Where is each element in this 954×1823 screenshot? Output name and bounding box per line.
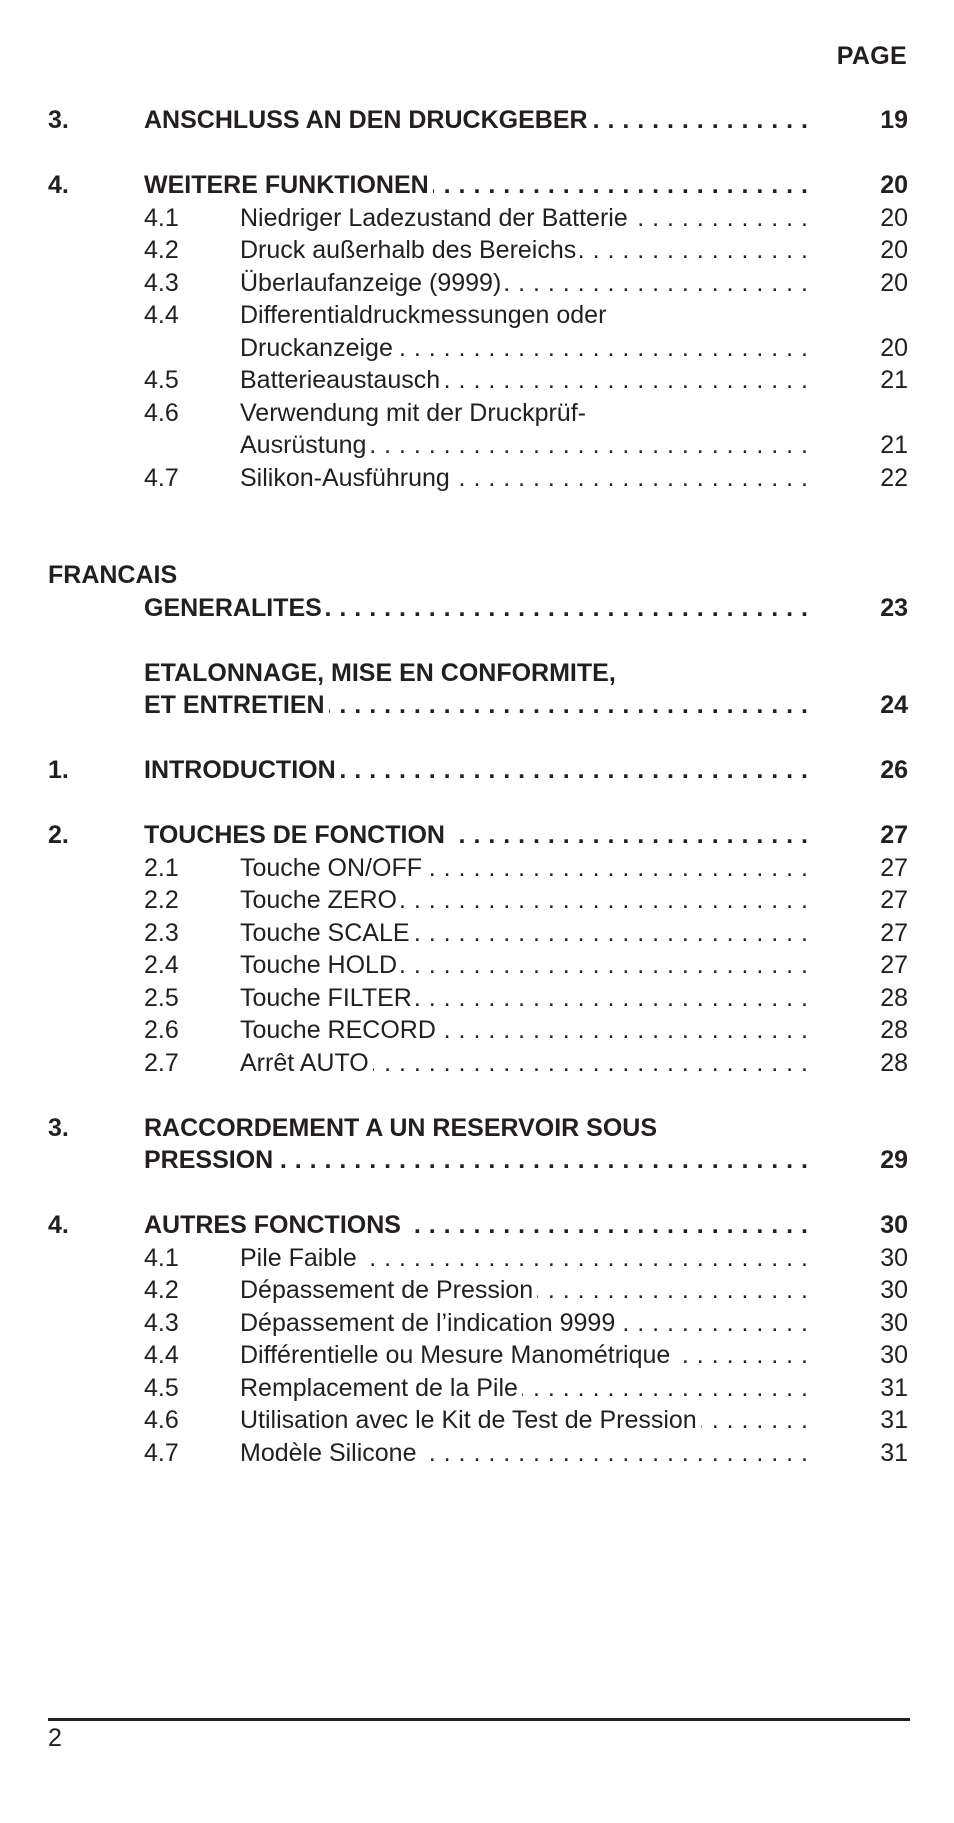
toc-entry-title: INTRODUCTION . . . [144,754,808,787]
toc-entry-title-line1: RACCORDEMENT A UN RESERVOIR SOUS [144,1113,658,1142]
toc-subentry-page: 20 [880,203,908,232]
toc-entry-title: GENERALITES . . . [144,592,808,625]
toc-entry-first-line[interactable] [48,657,908,690]
toc-subentry-title: Touche HOLD . . . [240,949,808,982]
footer-page-number: 2 [48,1724,62,1752]
toc-entry-title: TOUCHES DE FONCTION . . . [144,819,808,852]
toc-subentry-page: 22 [880,463,908,492]
toc-subentry[interactable] [48,1404,908,1437]
toc-subentry-title: Batterieaustausch . . . [240,364,808,397]
toc-subentry-page: 31 [880,1438,908,1467]
dot-leader [421,1437,809,1470]
toc-subentry-number: 4.6 [144,1406,179,1434]
dot-leader [401,884,808,917]
toc-entry-first-line[interactable] [48,1112,908,1145]
toc-subentry-title: Pile Faible . . . [240,1242,808,1275]
toc-subentry-page: 30 [880,1276,908,1304]
toc-subentry-title: Remplacement de la Pile . . . [240,1372,808,1405]
toc-subentry-number: 4.3 [144,1308,179,1337]
toc-entry[interactable] [48,104,908,137]
toc-subentry[interactable] [48,949,908,982]
toc-subentry-page: 28 [880,1048,908,1077]
toc-entry-page: 29 [880,1146,908,1174]
toc-subentry-title: Ausrüstung . . . [240,429,808,462]
toc-subentry-number: 4.6 [144,398,179,427]
toc-subentry[interactable] [48,364,908,397]
toc-subentry-number: 2.7 [144,1048,179,1077]
toc-entry[interactable] [48,689,908,722]
toc-subentry-page: 28 [880,983,908,1012]
toc-subentry[interactable] [48,1047,908,1080]
toc-entry-page: 23 [880,593,908,622]
toc-entry-page: 24 [880,691,908,719]
dot-leader [580,234,808,267]
dot-leader [397,332,808,365]
toc-subentry-title: Touche RECORD . . . [240,1014,808,1047]
toc-entry-page: 19 [880,106,908,134]
toc-subentry-page: 21 [880,431,908,459]
dot-leader [416,982,808,1015]
toc-entry[interactable] [48,169,908,202]
toc-entry-title-line1: ETALONNAGE, MISE EN CONFORMITE, [144,658,616,687]
dot-leader [426,852,808,885]
toc-subentry-number: 2.4 [144,951,179,979]
dot-leader [632,202,808,235]
toc-subentry-first-line[interactable] [48,299,908,332]
toc-subentry[interactable] [48,982,908,1015]
toc-entry[interactable] [48,1144,908,1177]
toc-subentry-title: Touche FILTER . . . [240,982,808,1015]
toc-subentry-title-line1: Verwendung mit der Druckprüf- [240,398,586,427]
toc-subentry-title: Touche ZERO . . . [240,884,808,917]
dot-leader [454,462,808,495]
toc-entry[interactable] [48,592,908,625]
dot-leader [414,917,808,950]
toc-entry-number: 3. [48,106,69,134]
toc-subentry-title: Différentielle ou Mesure Manométrique . . . [240,1339,808,1372]
toc-subentry-page: 30 [880,1308,908,1337]
toc-entry-page: 20 [880,171,908,199]
dot-leader [449,819,808,852]
language-section-heading [48,559,908,592]
toc-subentry-number: 2.3 [144,918,179,947]
toc-subentry-title: Dépassement de l’indication 9999 . . . [240,1307,808,1340]
toc-entry[interactable] [48,1209,908,1242]
toc-subentry-number: 4.1 [144,203,179,232]
toc-subentry-number: 4.5 [144,366,179,394]
footer-rule [48,1718,910,1721]
toc-entry-page: 26 [880,756,908,784]
toc-subentry[interactable] [48,1339,908,1372]
toc-subentry-title: Silikon-Ausführung . . . [240,462,808,495]
toc-subentry-number: 2.2 [144,886,179,914]
toc-subentry-number: 4.7 [144,463,179,492]
toc-subentry-number: 4.2 [144,236,179,264]
toc-subentry-page: 27 [880,918,908,947]
toc-subentry[interactable] [48,917,908,950]
toc-entry-title: ET ENTRETIEN . . . [144,689,808,722]
toc-entry-page: 30 [880,1211,908,1239]
dot-leader [433,169,808,202]
toc-subentry-number: 4.1 [144,1243,179,1272]
dot-leader [592,104,808,137]
toc-subentry-title: Utilisation avec le Kit de Test de Pression . . . [240,1404,808,1437]
toc-subentry-title-line1: Differentialdruckmessungen oder [240,301,607,329]
toc-entry-title: ANSCHLUSS AN DEN DRUCKGEBER . . . [144,104,808,137]
toc-subentry-first-line[interactable] [48,397,908,430]
toc-subentry-page: 30 [880,1243,908,1272]
dot-leader [537,1274,808,1307]
dot-leader [373,1047,808,1080]
dot-leader [326,592,808,625]
toc-subentry-page: 20 [880,236,908,264]
toc-subentry-page: 28 [880,1016,908,1044]
dot-leader [401,949,808,982]
toc-subentry[interactable] [48,1372,908,1405]
dot-leader [522,1372,808,1405]
toc-entry[interactable] [48,754,908,787]
toc-subentry-number: 4.5 [144,1373,179,1402]
toc-subentry-page: 20 [880,268,908,297]
language-label: FRANCAIS [48,561,178,589]
toc-subentry-page: 30 [880,1341,908,1369]
dot-leader [444,364,808,397]
table-of-contents [48,104,908,1469]
toc-subentry-title: Druck außerhalb des Bereichs . . . [240,234,808,267]
toc-entry-title: WEITERE FUNKTIONEN . . . [144,169,808,202]
toc-subentry[interactable] [48,462,908,495]
toc-entry-number: 2. [48,821,69,849]
page-column-header: PAGE [836,42,907,70]
dot-leader [674,1339,808,1372]
toc-subentry[interactable] [48,1242,908,1275]
toc-subentry-number: 4.4 [144,301,179,329]
dot-leader [405,1209,808,1242]
toc-subentry-number: 4.7 [144,1438,179,1467]
toc-subentry[interactable] [48,1274,908,1307]
toc-subentry-page: 27 [880,853,908,882]
toc-entry-title: PRESSION . . . [144,1144,808,1177]
toc-subentry-title: Druckanzeige . . . [240,332,808,365]
toc-subentry-page: 27 [880,886,908,914]
toc-subentry-number: 4.4 [144,1341,179,1369]
toc-subentry-page: 27 [880,951,908,979]
toc-subentry-title: Arrêt AUTO . . . [240,1047,808,1080]
toc-entry-title: AUTRES FONCTIONS . . . [144,1209,808,1242]
toc-subentry-number: 2.6 [144,1016,179,1044]
toc-subentry-title: Touche ON/OFF . . . [240,852,808,885]
toc-subentry[interactable] [48,332,908,365]
dot-leader [701,1404,808,1437]
toc-subentry-page: 21 [880,366,908,394]
dot-leader [340,754,808,787]
dot-leader [440,1014,808,1047]
toc-entry-number: 4. [48,1211,69,1239]
toc-subentry[interactable] [48,202,908,235]
toc-entry-number: 3. [48,1113,69,1142]
toc-entry[interactable] [48,819,908,852]
dot-leader [277,1144,808,1177]
toc-entry-number: 1. [48,756,69,784]
toc-subentry-number: 4.3 [144,268,179,297]
dot-leader [329,689,808,722]
dot-leader [370,429,808,462]
toc-subentry-page: 31 [880,1373,908,1402]
toc-subentry[interactable] [48,429,908,462]
toc-subentry[interactable] [48,852,908,885]
toc-subentry[interactable] [48,1014,908,1047]
toc-subentry[interactable] [48,234,908,267]
toc-subentry[interactable] [48,267,908,300]
toc-subentry-number: 4.2 [144,1276,179,1304]
toc-subentry-title: Dépassement de Pression . . . [240,1274,808,1307]
toc-subentry-number: 2.1 [144,853,179,882]
dot-leader [361,1242,808,1275]
toc-subentry-title: Niedriger Ladezustand der Batterie . . . [240,202,808,235]
dot-leader [505,267,808,300]
toc-entry-page: 27 [880,821,908,849]
toc-entry-number: 4. [48,171,69,199]
toc-subentry[interactable] [48,884,908,917]
toc-subentry[interactable] [48,1437,908,1470]
toc-subentry-page: 31 [880,1406,908,1434]
toc-subentry-title: Touche SCALE . . . [240,917,808,950]
toc-subentry-title: Überlaufanzeige (9999) . . . [240,267,808,300]
toc-subentry[interactable] [48,1307,908,1340]
toc-subentry-number: 2.5 [144,983,179,1012]
dot-leader [619,1307,808,1340]
toc-subentry-title: Modèle Silicone . . . [240,1437,808,1470]
toc-subentry-page: 20 [880,333,908,362]
